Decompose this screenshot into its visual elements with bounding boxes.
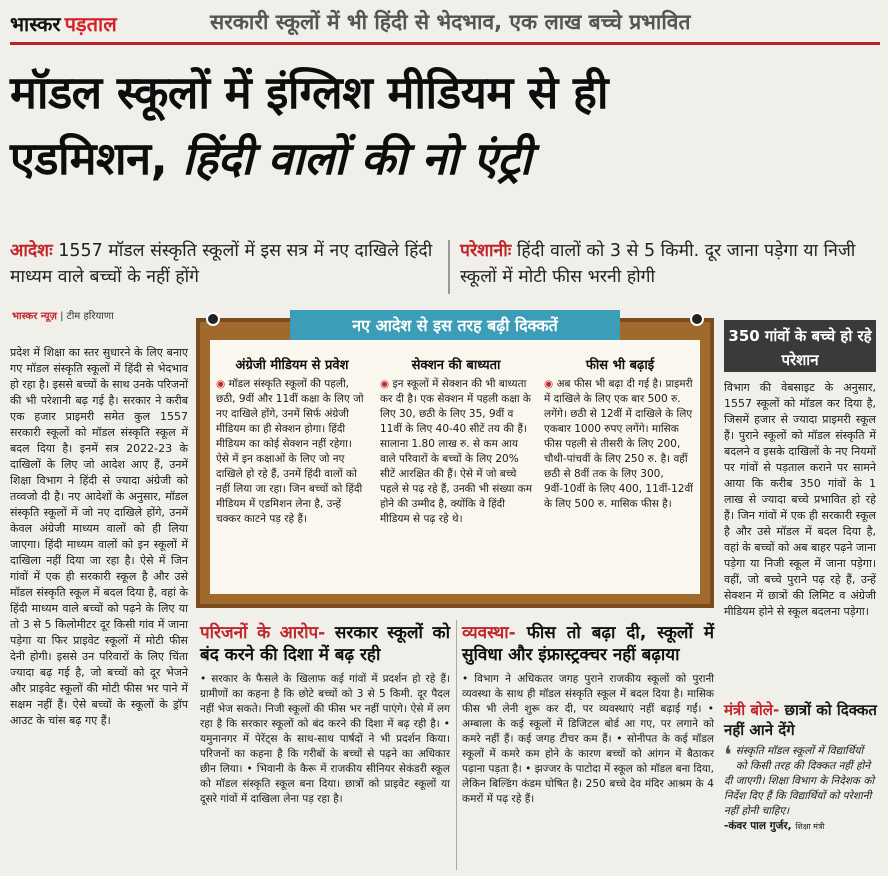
board-column — [216, 358, 368, 527]
info-board — [196, 318, 714, 608]
board-column-text: इन स्कूलों में सेक्शन की भी बाध्यता कर दी है। एक सेक्शन में पहली कक्षा के लिए 30, छठी के लिए 35, 9वीं व 11वीं के लिए 40-40 सीटें तय की हैं। सालाना 1.80 लाख रु. से कम आय वाले परिवारों के बच्चों के लिए 20% सीटें आरक्षित की हैं। ऐसे में जो बच्चे पहले से पढ़ रहे हैं, उनकी भी संख्या कम होने की उम्मीद है, क्योंकि वे हिंदी मीडियम से पढ़ रहे थे। — [380, 378, 532, 525]
bullet-icon: ◉ — [380, 378, 393, 390]
board-column — [380, 358, 532, 527]
section-system — [462, 622, 714, 807]
pin-icon — [206, 312, 220, 326]
section-heading-red: परिजनों के आरोप- — [200, 623, 326, 643]
section-heading — [462, 622, 714, 666]
quote-text: संस्कृति मॉडल स्कूलों में विद्यार्थियों को किसी तरह की दिक्कत नहीं होने दी जाएगी। शिक्षा विभाग के निदेशक को निर्देश दिए हैं कि विद्यार्थियों को परेशानी नहीं होनी चाहिए। — [724, 745, 875, 817]
sidebar-body: विभाग की वेबसाइट के अनुसार, 1557 स्कूलों को मॉडल कर दिया है, जिसमें हजार से ज्यादा प्राइमरी स्कूल हैं। पुराने स्कूलों को मॉडल संस्कृति में बदलने व इसके दाखिलों के नए नियमों पर गांवों से पड़ताल कराने पर सामने आया कि करीब 350 गांवों के 1 लाख से ज्यादा बच्चे प्रभावित हो रहे हैं। जिन गांवों में एक ही सरकारी स्कूल है और उसे मॉडल में बदल दिया है, वहां के बच्चों को अब बाहर पढ़ने जाना पड़ेगा या निजी स्कूल में जाना पड़ेगा। वहीं, जो बच्चे पुराने पढ़ रहे हैं, उन्हें सेक्शन में छात्रों की लिमिट व अंग्रेजी मीडियम होने से स्कूल बदलना पड़ेगा। — [724, 381, 876, 618]
minister-quote — [724, 741, 876, 834]
column-divider — [456, 620, 457, 870]
quote-heading-black: छात्रों को दिक्कत नहीं आने देंगे — [724, 701, 877, 739]
section-body: • सरकार के फैसले के खिलाफ कई गांवों में प्रदर्शन हो रहे हैं। ग्रामीणों का कहना है कि छोटे बच्चों को 3 से 5 किमी. दूर पैदल नहीं भेज सकते। निजी स्कूलों की फीस भर नहीं पाएंगे। ऐसे में लग रहा है कि सरकार स्कूलों को बंद करने की दिशा में बढ़ रही है। • यमुनानगर में पेरेंट्स के साथ-साथ पार्षदों ने भी प्रदर्शन किया। परिजनों का कहना है कि गरीबों के बच्चों से पढ़ने का अधिकार छीन लिया। • भिवानी के कैरू में राजकीय सीनियर सेकंडरी स्कूल को मॉडल संस्कृति स्कूल बना दिया। छात्रों को प्राइवेट स्कूलों या दूसरे गांवों में दाखिला लेना पड़ रहा है। — [200, 673, 450, 805]
section-heading — [200, 622, 450, 666]
left-column-body: प्रदेश में शिक्षा का स्तर सुधारने के लिए बनाए गए मॉडल संस्कृति स्कूलों में हिंदी से भेदभाव हो रहा है। इससे बच्चों के साथ उनके परिजनों की भी परेशानी बढ़ गई है। सरकार ने करीब एक हजार प्राइमरी समेत कुल 1557 सरकारी स्कूलों को मॉडल संस्कृति स्कूल में बदल दिया है। इनमें सत्र 2022-23 के दाखिलों के लिए जो आदेश आए हैं, उनमें शिक्षा विभाग ने हिंदी से ज्यादा अंग्रेजी को तव्वजो दी है। नए आदेशों के अनुसार, मॉडल संस्कृति स्कूलों में जो नए दाखिले होंगे, उनमें केवल अंग्रेजी माध्यम वालों को ही लिया जाएगा। हिंदी माध्यम वालों को इन स्कूलों में दाखिला नहीं दिया जा रहा है। ऐसे में जिन गांवों में एक ही सरकारी स्कूल है और उसे मॉडल संस्कृति स्कूल में बदल दिया है, वहां के हिंदी माध्यम वाले बच्चों को पढ़ने के लिए या तो 3 से 5 किलोमीटर दूर किसी गांव में जाना पड़ेगा या फिर प्राइवेट स्कूलों में मोटी फीस देनी होगी। इससे उन परिवारों के लिए चिंता ज्यादा बढ़ गई है, जो बच्चों को दूर भेजने और प्राइवेट स्कूलों की मोटी फीस भर पाने में सक्षम नहीं हैं। ऐसे बच्चों के स्कूलों के ड्रॉप आउट के चांस बढ़ गए हैं। — [10, 346, 188, 727]
dek-left — [10, 238, 440, 290]
quote-author-name: -कंवर पाल गुर्जर, — [724, 820, 792, 832]
quote-heading-red: मंत्री बोले- — [724, 701, 780, 719]
section-header — [10, 8, 880, 45]
board-column-text: अब फीस भी बढ़ा दी गई है। प्राइमरी में दाखिले के लिए एक बार 500 रु. लगेंगे। छठी से 12वीं में दाखिले के लिए एकबार 1000 रुपए लगेंगे। मासिक फीस पहली से तीसरी के लिए 200, चौथी-पांचवीं के लिए 250 रु. है। वहीं छठी से 8वीं तक के लिए 300, 9वीं-10वीं के लिए 400, 11वीं-12वीं के लिए 500 रु. मासिक फीस है। — [544, 378, 694, 510]
brand-logo — [10, 8, 117, 38]
quote-mark-icon: ❛ — [724, 741, 732, 769]
board-column-text: मॉडल संस्कृति स्कूलों की पहली, छठी, 9वीं और 11वीं कक्षा के लिए जो नए दाखिले होंगे, उनमें सिर्फ अंग्रेजी मीडियम का ही सेक्शन होगा। हिंदी मीडियम का कोई सेक्शन नहीं रहेगा। ऐसे में इन कक्षाओं के लिए जो नए दाखिले हो रहे हैं, उनमें हिंदी वालों को नहीं लिया जा रहा। जिन बच्चों को हिंदी मीडियम में एडमिशन लेना है, उन्हें चक्कर काटने पड़ रहे हैं। — [216, 378, 364, 525]
dek-left-text: 1557 मॉडल संस्कृति स्कूलों में इस सत्र में नए दाखिले हिंदी माध्यम वाले बच्चों के नहीं होंगे — [10, 241, 433, 287]
byline — [12, 308, 114, 322]
quote-heading — [724, 700, 880, 740]
section-parents-allegation — [200, 622, 450, 807]
byline-source: भास्कर न्यूज़ — [12, 311, 57, 322]
headline-line-2 — [10, 126, 880, 192]
headline-line-2-plain: एडमिशन, — [10, 132, 168, 185]
board-column-heading: अंग्रेजी मीडियम से प्रवेश — [235, 358, 349, 373]
section-heading-black: सरकार स्कूलों को बंद करने की दिशा में बढ़ रही — [200, 623, 450, 665]
byline-team: | टीम हरियाणा — [60, 311, 114, 322]
quote-author — [724, 819, 876, 834]
dek-divider — [448, 240, 450, 294]
board-column — [544, 358, 696, 512]
board-panel — [210, 340, 700, 594]
brand-part-1: भास्कर — [10, 11, 61, 36]
brand-part-2: पड़ताल — [64, 11, 117, 36]
bullet-icon: ◉ — [216, 378, 229, 390]
section-heading-black: फीस तो बढ़ा दी, स्कूलों में सुविधा और इंफ्रास्ट्रक्चर नहीं बढ़ाया — [462, 623, 714, 665]
headline-line-2-italic: हिंदी वालों की नो एंट्री — [182, 132, 532, 185]
headline-line-1: मॉडल स्कूलों में इंग्लिश मीडियम से ही — [10, 66, 609, 119]
bullet-icon: ◉ — [544, 378, 557, 390]
section-body: • विभाग ने अधिकतर जगह पुराने राजकीय स्कूलों को पुरानी व्यवस्था के साथ ही मॉडल संस्कृति स्कूल में बदल दिया है। मासिक फीस भी लेनी शुरू कर दी, पर व्यवस्थाएं नहीं बढ़ाई गईं। • अम्बाला के कई स्कूलों में डिजिटल बोर्ड आ गए, पर लगाने को कमरे नहीं हैं। कई जगह टीचर कम हैं। • सोनीपत के कई मॉडल स्कूलों में कमरे कम होने के कारण बच्चों को आंगन में बैठाकर पढ़ाना पड़ता है। • झज्जर के पाटोदा में स्कूल को मॉडल बना दिया, लेकिन बिल्डिंग कंडम घोषित है। 250 बच्चे देव मंदिर आश्रम के 4 कमरों में पढ़ रहे हैं। — [462, 673, 714, 805]
dek-right-text: हिंदी वालों को 3 से 5 किमी. दूर जाना पड़ेगा या निजी स्कूलों में मोटी फीस भरनी होगी — [460, 241, 856, 287]
board-column-heading: फीस भी बढ़ाई — [585, 358, 655, 373]
section-heading-red: व्यवस्था- — [462, 623, 516, 643]
board-title: नए आदेश से इस तरह बढ़ी दिक्कतें — [290, 310, 620, 342]
quote-author-role: शिक्षा मंत्री — [795, 822, 825, 831]
pin-icon — [690, 312, 704, 326]
sidebar-title: 350 गांवों के बच्चे हो रहे परेशान — [724, 320, 876, 372]
kicker: सरकारी स्कूलों में भी हिंदी से भेदभाव, एक लाख बच्चे प्रभावित — [210, 10, 691, 34]
board-column-heading: सेक्शन की बाध्यता — [411, 358, 501, 373]
dek-right — [460, 238, 885, 290]
dek-left-label: आदेशः — [10, 241, 53, 261]
headline — [10, 60, 880, 192]
dek-right-label: परेशानीः — [460, 241, 512, 261]
